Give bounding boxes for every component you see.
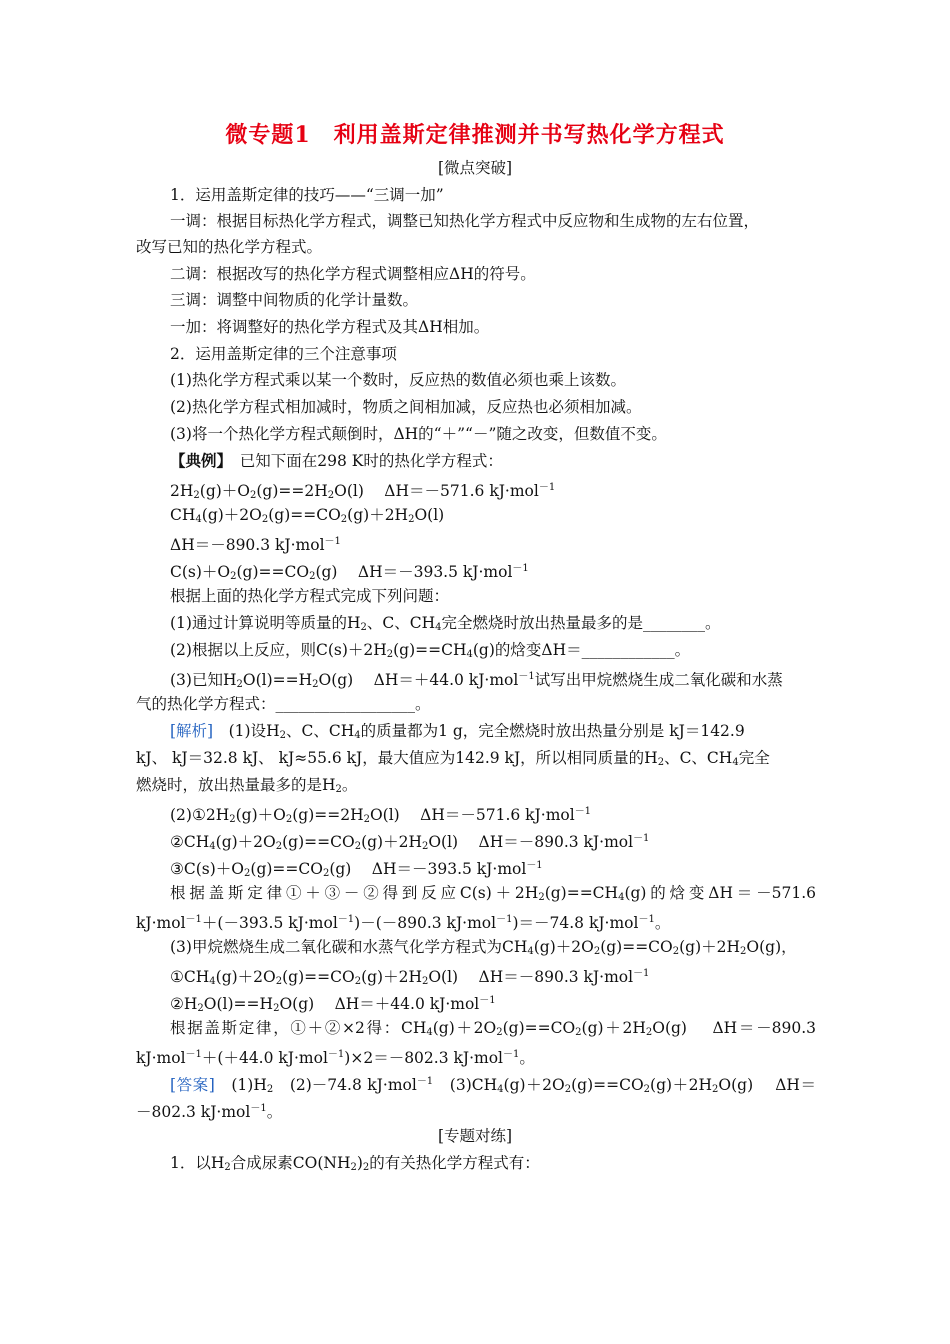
answer-line: [答案] $(1)H_2$ (2)－74.8 kJ·mol$^{-1}$ $(3)CH_4(g)+2O_2(g)==CO_2(g)+2H_2O(g)$ ΔH＝ [170, 1076, 816, 1095]
paragraph-3: 二调：根据改写的热化学方程式调整相应ΔH的符号。 [170, 265, 536, 283]
equation-2-enthalpy: ΔH＝－890.3 kJ·mol$^{-1}$ [170, 536, 341, 554]
question-2: (2)根据以上反应，则$C(s)+2H_2(g)==CH_4(g)$的焓变ΔH＝____________。 [170, 641, 691, 660]
paragraph-7: (1)热化学方程式乘以某一个数时，反应热的数值必须也乘上该数。 [170, 371, 626, 389]
analysis-eq-3: $③C(s)+O_2(g)==CO_2(g)$ ΔH＝－393.5 kJ·mol$^{-1}$ [170, 860, 543, 879]
paragraph-8: (2)热化学方程式相加减时，物质之间相加减，反应热也必须相加减。 [170, 398, 642, 416]
analysis-3-result: kJ·mol$^{-1}$＋(＋44.0 kJ·mol$^{-1}$)×2＝－802.3 kJ·mol$^{-1}$。 [136, 1049, 535, 1067]
analysis-3-hess: 根据盖斯定律，①＋②×2得：$CH_4(g)+2O_2(g)==CO_2(g)+2H_2O(g)$ ΔH＝－890.3 [170, 1019, 816, 1038]
example-line [170, 451, 816, 471]
page-title: 微专题1 利用盖斯定律推测并书写热化学方程式 [225, 122, 725, 148]
paragraph-2a: 一调：根据目标热化学方程式，调整已知热化学方程式中反应物和生成物的左右位置， [170, 212, 760, 230]
paragraph-6: 2．运用盖斯定律的三个注意事项 [170, 345, 397, 363]
paragraph-9: (3)将一个热化学方程式颠倒时，ΔH的“＋”“－”随之改变，但数值不变。 [170, 425, 667, 443]
question-1: (1)通过计算说明等质量的$H_2$、C、$CH_4$完全燃烧时放出热量最多的是________。 [170, 614, 721, 633]
analysis-3: (3)甲烷燃烧生成二氧化碳和水蒸气化学方程式为$CH_4(g)+2O_2(g)==CO_2(g)+2H_2O(g)$， [170, 938, 797, 957]
equation-1: $2H_2(g)+O_2(g)==2H_2O(l)$ ΔH＝－571.6 kJ·mol$^{-1}$ [170, 482, 556, 501]
question-3-cont: 气的热化学方程式：__________________。 [136, 695, 431, 713]
section-heading-practice: [专题对练] [437, 1127, 513, 1145]
analysis-3-eq-2: $②H_2O(l)==H_2O(g)$ ΔH＝＋44.0 kJ·mol$^{-1}$ [170, 995, 496, 1014]
analysis-3-eq-1: $①CH_4(g)+2O_2(g)==CO_2(g)+2H_2O(l)$ ΔH＝－890.3 kJ·mol$^{-1}$ [170, 968, 650, 987]
analysis-label: [解析] [170, 722, 214, 740]
analysis-1-end: 燃烧时，放出热量最多的是$H_2$。 [136, 776, 358, 795]
section-heading-points: [微点突破] [437, 159, 513, 177]
answer-label: [答案] [170, 1076, 215, 1094]
analysis-1: [解析] (1)设$H_2$、C、$CH_4$的质量都为1 g，完全燃烧时放出热量分别是 kJ＝142.9 [170, 722, 745, 741]
analysis-hess-result: kJ·mol$^{-1}$＋(－393.5 kJ·mol$^{-1}$)－(－890.3 kJ·mol$^{-1}$)＝－74.8 kJ·mol$^{-1}$。 [136, 914, 671, 932]
question-intro: 根据上面的热化学方程式完成下列问题： [170, 587, 450, 605]
paragraph-1: 1．运用盖斯定律的技巧——“三调一加” [170, 186, 444, 204]
equation-3: $C(s)+O_2(g)==CO_2(g)$ ΔH＝－393.5 kJ·mol$^{-1}$ [170, 563, 529, 582]
paragraph-5: 一加：将调整好的热化学方程式及其ΔH相加。 [170, 318, 490, 336]
answer-line-cont: －802.3 kJ·mol$^{-1}$。 [136, 1103, 283, 1121]
practice-1: 1．以$H_2$合成尿素$CO(NH_2)_2$的有关热化学方程式有： [170, 1154, 540, 1173]
example-text: 已知下面在298 K时的热化学方程式： [224, 452, 503, 470]
analysis-hess: 根据盖斯定律①＋③－②得到反应$C(s)+2H_2(g)==CH_4(g)$的焓变ΔH＝－571.6 [170, 884, 816, 903]
question-3: (3)已知$H_2O(l)==H_2O(g)$ ΔH＝＋44.0 kJ·mol$^{-1}$试写出甲烷燃烧生成二氧化碳和水蒸 [170, 671, 783, 690]
analysis-1-cont: kJ、 kJ＝32.8 kJ、 kJ≈55.6 kJ，最大值应为142.9 kJ，所以相同质量的$H_2$、C、$CH_4$完全 [136, 749, 770, 768]
example-label: 【典例】 [170, 451, 225, 470]
paragraph-4: 三调：调整中间物质的化学计量数。 [170, 291, 419, 309]
analysis-eq-2: $②CH_4(g)+2O_2(g)==CO_2(g)+2H_2O(l)$ ΔH＝－890.3 kJ·mol$^{-1}$ [170, 833, 650, 852]
equation-2: $CH_4(g)+2O_2(g)==CO_2(g)+2H_2O(l)$ [170, 506, 445, 525]
analysis-eq-1: $(2)①2H_2(g)+O_2(g)==2H_2O(l)$ ΔH＝－571.6 kJ·mol$^{-1}$ [170, 806, 592, 825]
paragraph-2b: 改写已知的热化学方程式。 [136, 238, 323, 256]
